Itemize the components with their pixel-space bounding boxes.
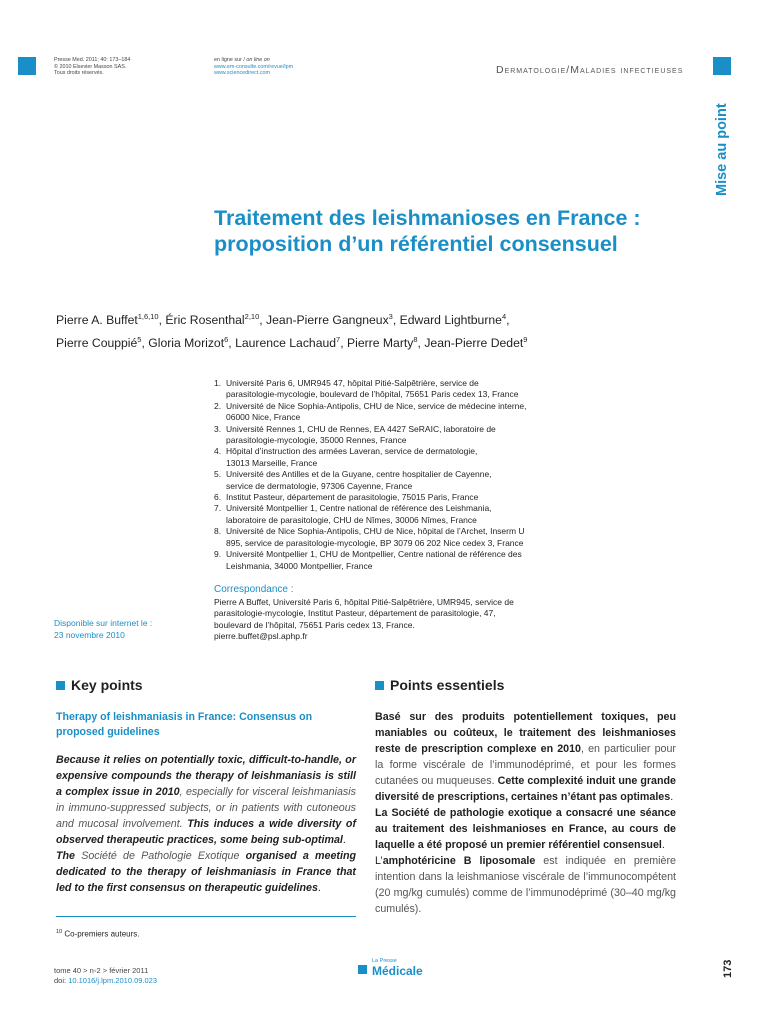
correspondence-line: boulevard de l’hôpital, 75651 Paris cedex 13, France. xyxy=(214,619,415,630)
pe-text: . xyxy=(670,791,674,803)
affiliation-line: Université Rennes 1, CHU de Rennes, EA 4427 SeRAIC, laboratoire de xyxy=(226,423,496,434)
key-points-body xyxy=(56,752,356,896)
footnote xyxy=(56,929,140,939)
author-name: Pierre Marty xyxy=(347,336,414,351)
author-list: Pierre A. Buffet$^{1,6,10}$, Éric Rosenthal$^{2,10}$, Jean-Pierre Gangneux$^3$, Edward Lightburne$^4$, Pierre Couppié$^5$, Gloria Morizot$^6$, Laurence Lachaud$^7$, Pierre Marty$^8$, Jean-Pierre Dedet$^9$ xyxy=(56,312,528,351)
key-points-subtitle: Therapy of leishmaniasis in France: Consensus on proposed guidelines xyxy=(56,711,313,738)
author-affil: 9 xyxy=(523,335,528,345)
footnote-mark: 10 xyxy=(56,929,63,935)
pe-text: est indiquée en première intention dans la leishmaniose viscérale de l’immunocompétent (20 mg/kg cumulés) comme de l’immunodéprimé (30–40 mg/kg cumulés). xyxy=(375,855,676,915)
author-name: Laurence Lachaud xyxy=(235,336,337,351)
affiliation-number: 2. xyxy=(214,400,222,411)
affiliation-item xyxy=(214,492,754,503)
affiliation-number: 8. xyxy=(214,526,222,537)
affiliation-line: Université Montpellier 1, CHU de Montpellier, Centre national de référence des xyxy=(226,549,522,560)
pe-text: L’ xyxy=(375,855,383,867)
points-essentiels-title: Points essentiels xyxy=(390,677,505,693)
affiliation-item xyxy=(214,424,754,447)
online-info: en ligne sur / on line on www.em-consulte.com/revue/lpm www.sciencedirect.com xyxy=(214,57,294,77)
section-bullet-icon xyxy=(375,681,384,690)
correspondence-line: parasitologie-mycologie, Institut Pasteur, département de parasitologie, 47, xyxy=(214,608,496,619)
author-affil: 3 xyxy=(388,312,393,321)
author-affil: 8 xyxy=(413,335,418,345)
doi-link[interactable]: 10.1016/j.lpm.2010.09.023 xyxy=(68,975,158,985)
affiliation-item xyxy=(214,378,754,401)
kp-text: Because it relies on potentially toxic, difficult-to-handle, or expensive compounds the therapy of leishmaniasis is still a complex issue in 2010 xyxy=(56,754,356,798)
corner-square-top-right xyxy=(713,57,731,75)
em-consulte-link[interactable]: www.em-consulte.com/revue/lpm xyxy=(214,63,294,70)
pe-text: La Société de pathologie exotique a consacré une séance au traitement des leishmanioses en France, au cours de laquelle a été proposé un premier référentiel consensuel xyxy=(375,807,676,851)
journal-info xyxy=(54,57,130,77)
article-title xyxy=(214,205,734,257)
vertical-label-text: Mise au point xyxy=(714,103,730,196)
kp-text: , especially for visceral leishmaniasis in immuno-suppressed subjects, or in patients with cutoneous and mucosal involvement. xyxy=(56,786,356,830)
kp-text: . xyxy=(342,834,346,846)
pe-paragraph xyxy=(375,805,676,853)
author-affil: 2,10 xyxy=(244,312,260,321)
affiliation-item xyxy=(214,401,754,424)
author-name: Éric Rosenthal xyxy=(165,313,245,328)
author-name: Gloria Morizot xyxy=(148,336,225,351)
corner-square-top-left xyxy=(18,57,36,75)
author-name: Pierre A. Buffet xyxy=(56,313,138,328)
affiliation-line: Université de Nice Sophia-Antipolis, CHU de Nice, service de médecine interne, xyxy=(226,400,527,411)
affiliation-line: service de dermatologie, 97306 Cayenne, France xyxy=(226,480,413,491)
affiliation-item xyxy=(214,469,754,492)
pe-text: . xyxy=(661,839,665,851)
correspondence-block xyxy=(214,597,524,642)
key-points-title: Key points xyxy=(71,677,143,693)
affiliation-line: parasitologie-mycologie, 35000 Rennes, France xyxy=(226,435,407,446)
online-label-en: on line on xyxy=(246,57,270,63)
key-points-paragraph xyxy=(56,848,356,896)
points-essentiels-body xyxy=(375,709,676,917)
available-online xyxy=(54,617,204,641)
kp-text: Société de Pathologie Exotique xyxy=(75,850,246,862)
author-name: Pierre Couppié xyxy=(56,336,138,351)
affiliation-number: 3. xyxy=(214,423,222,434)
title-line-1: Traitement des leishmanioses en France : xyxy=(214,206,641,230)
affiliation-number: 1. xyxy=(214,378,222,388)
author-name: Jean-Pierre Gangneux xyxy=(266,313,389,328)
available-label: Disponible sur internet le : xyxy=(54,618,153,628)
journal-logo xyxy=(358,959,423,977)
affiliation-line: Université des Antilles et de la Guyane, centre hospitalier de Cayenne, xyxy=(226,469,492,480)
author-affil: 4 xyxy=(501,312,507,321)
affiliation-item xyxy=(214,549,754,572)
kp-text: organised a meeting dedicated to the therapy of leishmaniasis in France that led to the first consensus on therapeutic guidelines xyxy=(56,850,357,894)
journal-citation: Presse Med. 2011; 40: 173–184 xyxy=(54,57,131,63)
affiliation-line: Institut Pasteur, département de parasitologie, 75015 Paris, France xyxy=(226,492,479,503)
author-name: Edward Lightburne xyxy=(399,313,502,328)
affiliation-line: 13013 Marseille, France xyxy=(226,457,318,468)
section-label: Dermatologie/Maladies infectieuses xyxy=(496,64,684,76)
footer-issue xyxy=(54,966,157,985)
pe-text: Basé sur des produits potentiellement toxiques, peu maniables ou coûteux, le traitement des leishmanioses reste de prescription complexe en 2010 xyxy=(375,711,676,755)
pe-text: amphotéricine B liposomale xyxy=(382,855,536,867)
affiliation-line: Hôpital d’instruction des armées Laveran, service de dermatologie, xyxy=(226,446,478,457)
points-essentiels-heading xyxy=(375,677,504,693)
section-bullet-icon xyxy=(56,681,65,690)
pe-text: , en particulier pour la forme viscérale de l’immunodéprimé, et pour les formes cutanées ou muqueuses. xyxy=(375,743,676,787)
affiliation-number: 4. xyxy=(214,446,222,457)
logo-big-text: Médicale xyxy=(372,963,423,978)
issue-text: tome 40 > n◦2 > février 2011 xyxy=(54,966,149,975)
pe-paragraph xyxy=(375,709,676,805)
kp-text: This induces a wide diversity of observed therapeutic practices, some being sub-optimal xyxy=(56,818,356,846)
logo-square-icon xyxy=(358,965,367,974)
page-number xyxy=(719,952,735,980)
key-points-heading xyxy=(56,677,143,693)
affiliation-number: 7. xyxy=(214,503,222,514)
affiliation-line: Université Paris 6, UMR945 47, hôpital Pitié-Salpêtrière, service de xyxy=(226,378,479,388)
footnote-text: Co-premiers auteurs. xyxy=(64,929,140,939)
correspondence-line: Pierre A Buffet, Université Paris 6, hôpital Pitié-Salpêtrière, UMR945, service de xyxy=(214,597,514,607)
author-affil: 6 xyxy=(224,335,229,345)
journal-rights: Tous droits réservés. xyxy=(54,70,104,77)
affiliation-number: 6. xyxy=(214,492,222,503)
footnote-rule xyxy=(56,916,356,917)
affiliation-line: Université Montpellier 1, Centre national de référence des Leishmania, xyxy=(226,503,492,514)
logo-small-text: La Presse xyxy=(372,958,397,964)
author-affil: 5 xyxy=(137,335,142,345)
affiliation-list xyxy=(214,378,754,572)
doi-label: doi: xyxy=(54,975,67,985)
affiliation-item xyxy=(214,503,754,526)
author-name: Jean-Pierre Dedet xyxy=(424,336,524,351)
vertical-label xyxy=(706,92,734,202)
title-line-2: proposition d’un référentiel consensuel xyxy=(214,232,618,256)
kp-text: The xyxy=(56,850,76,862)
kp-text: . xyxy=(317,882,321,894)
available-date: 23 novembre 2010 xyxy=(54,630,125,640)
affiliation-line: 06000 Nice, France xyxy=(226,412,301,423)
page-number-text: 173 xyxy=(722,959,734,978)
affiliation-line: laboratoire de parasitologie, CHU de Nîmes, 30006 Nîmes, France xyxy=(226,514,477,525)
key-points-paragraph xyxy=(56,752,356,848)
affiliation-item xyxy=(214,526,754,549)
affiliation-line: Université de Nice Sophia-Antipolis, CHU de Nice, hôpital de l’Archet, Inserm U xyxy=(226,526,525,537)
correspondence-email[interactable]: pierre.buffet@psl.aphp.fr xyxy=(214,630,308,641)
pe-text: Cette complexité induit une grande diversité de prescriptions, certaines n’étant pas optimales xyxy=(375,775,676,803)
correspondence-heading: Correspondance : xyxy=(214,584,294,595)
affiliation-line: Leishmania, 34000 Montpellier, France xyxy=(226,560,373,571)
online-label: en ligne sur xyxy=(214,57,242,63)
affiliation-number: 9. xyxy=(214,549,222,560)
author-affil: 7 xyxy=(336,335,341,345)
journal-copyright: © 2010 Elsevier Masson SAS. xyxy=(54,63,127,70)
affiliation-number: 5. xyxy=(214,469,222,480)
author-affil: 1,6,10 xyxy=(137,312,159,321)
sciencedirect-link[interactable]: www.sciencedirect.com xyxy=(214,70,271,77)
pe-paragraph xyxy=(375,853,676,917)
affiliation-line: 895, service de parasitologie-mycologie, BP 3079 06 202 Nice cedex 3, France xyxy=(226,537,524,548)
affiliation-item xyxy=(214,446,754,469)
affiliation-line: parasitologie-mycologie, boulevard de l’hôpital, 75651 Paris cedex 13, France xyxy=(226,389,519,400)
